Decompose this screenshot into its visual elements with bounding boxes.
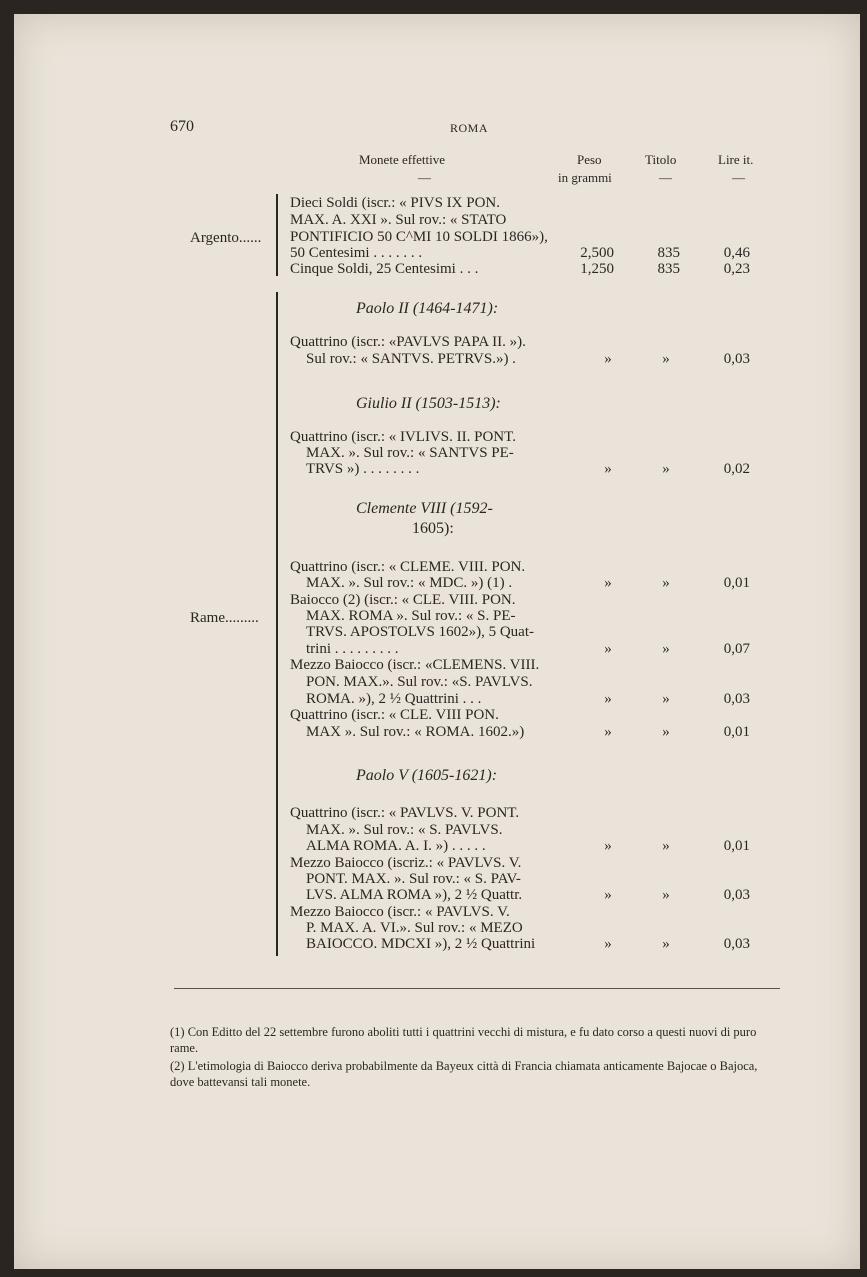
clemente8-c-lire: 0,03 — [723, 691, 750, 707]
paolo5-c-line-2: P. MAX. A. VI.». Sul rov.: « MEZO — [306, 920, 523, 936]
argento-lire-1: 0,46 — [723, 245, 750, 261]
clemente8-c-line-3: ROMA. »), 2 ½ Quattrini . . . — [306, 691, 482, 707]
clemente8-a-line-2: MAX. ». Sul rov.: « MDC. ») (1) . — [306, 575, 513, 591]
paolo5-c-line-3: BAIOCCO. MDCXI »), 2 ½ Quattrini — [306, 936, 536, 952]
paolo5-c-titolo: » — [662, 936, 670, 952]
clemente8-b-lire: 0,07 — [723, 641, 750, 657]
clemente8-d-peso: » — [604, 724, 612, 740]
paolo5-b-lire: 0,03 — [723, 887, 750, 903]
argento-line-1: Dieci Soldi (iscr.: « PIVS IX PON. — [290, 195, 500, 211]
clemente8-b-line-2: MAX. ROMA ». Sul rov.: « S. PE- — [306, 608, 516, 624]
clemente8-d-lire: 0,01 — [723, 724, 750, 740]
clemente8-b-peso: » — [604, 641, 612, 657]
paolo2-lire: 0,03 — [723, 351, 750, 367]
heading-paolo-ii: Paolo II (1464-1471): — [356, 300, 499, 317]
paolo5-b-line-2: PONT. MAX. ». Sul rov.: « S. PAV- — [306, 871, 521, 887]
giulio2-lire: 0,02 — [723, 461, 750, 477]
clemente8-b-line-1: Baiocco (2) (iscr.: « CLE. VIII. PON. — [290, 592, 516, 608]
paolo5-a-line-2: MAX. ». Sul rov.: « S. PAVLVS. — [306, 822, 503, 838]
col-monete-sub: — — [418, 170, 431, 185]
clemente8-d-line-1: Quattrino (iscr.: « CLE. VIII PON. — [290, 707, 499, 723]
paolo5-a-titolo: » — [662, 838, 670, 854]
paolo2-line-2: Sul rov.: « SANTVS. PETRVS.») . — [306, 351, 516, 367]
page-number: 670 — [170, 118, 194, 135]
paolo5-b-line-3: LVS. ALMA ROMA »), 2 ½ Quattr. — [306, 887, 523, 903]
argento-line-3: PONTIFICIO 50 C^MI 10 SOLDI 1866»), — [290, 229, 548, 245]
heading-clemente-viii: Clemente VIII (1592- — [356, 500, 493, 517]
heading-clemente-viii-cont: 1605): — [412, 520, 454, 537]
group-label-argento: Argento...... — [190, 230, 262, 246]
brace-argento — [276, 194, 278, 276]
clemente8-a-lire: 0,01 — [723, 575, 750, 591]
col-peso-sub: in grammi — [558, 170, 612, 185]
clemente8-c-peso: » — [604, 691, 612, 707]
col-titolo: Titolo — [645, 152, 677, 167]
giulio2-line-1: Quattrino (iscr.: « IVLIVS. II. PONT. — [290, 429, 516, 445]
paolo5-a-peso: » — [604, 838, 612, 854]
col-lire: Lire it. — [718, 152, 754, 167]
argento-titolo-2: 835 — [657, 261, 680, 277]
paolo5-a-line-3: ALMA ROMA. A. I. ») . . . . . — [306, 838, 486, 854]
col-titolo-sub: — — [659, 170, 672, 185]
group-label-rame: Rame......... — [190, 610, 259, 626]
argento-peso-1: 2,500 — [580, 245, 614, 261]
clemente8-b-line-4: trini . . . . . . . . . — [306, 641, 399, 657]
paolo5-c-line-1: Mezzo Baiocco (iscr.: « PAVLVS. V. — [290, 904, 510, 920]
argento-line-4: 50 Centesimi . . . . . . . — [290, 245, 423, 261]
clemente8-c-line-1: Mezzo Baiocco (iscr.: «CLEMENS. VIII. — [290, 657, 540, 673]
clemente8-b-titolo: » — [662, 641, 670, 657]
paolo2-peso: » — [604, 351, 612, 367]
paolo2-line-1: Quattrino (iscr.: «PAVLVS PAPA II. »). — [290, 334, 526, 350]
clemente8-b-line-3: TRVS. APOSTOLVS 1602»), 5 Quat- — [306, 624, 534, 640]
col-peso: Peso — [577, 152, 602, 167]
heading-giulio-ii: Giulio II (1503-1513): — [356, 395, 501, 412]
col-lire-sub: — — [732, 170, 745, 185]
clemente8-c-titolo: » — [662, 691, 670, 707]
giulio2-line-2: MAX. ». Sul rov.: « SANTVS PE- — [306, 445, 514, 461]
footnote-rule — [174, 988, 780, 989]
argento-lire-2: 0,23 — [723, 261, 750, 277]
footnote-1: (1) Con Editto del 22 settembre furono aboliti tutti i quattrini vecchi di mistura, e fu dato corso a questi nuovi di puro rame. — [170, 1025, 757, 1055]
paolo5-b-titolo: » — [662, 887, 670, 903]
argento-titolo-1: 835 — [657, 245, 680, 261]
argento-peso-2: 1,250 — [580, 261, 614, 277]
book-page — [14, 14, 860, 1269]
footnote-2: (2) L'etimologia di Baiocco deriva probabilmente da Bayeux città di Francia chiamata anticamente Bajocae o Bajoca, dove battevansi tali monete. — [170, 1059, 758, 1089]
paolo5-b-peso: » — [604, 887, 612, 903]
giulio2-line-3: TRVS ») . . . . . . . . — [306, 461, 420, 477]
col-monete: Monete effettive — [359, 152, 446, 167]
paolo5-b-line-1: Mezzo Baiocco (iscriz.: « PAVLVS. V. — [290, 855, 522, 871]
giulio2-titolo: » — [662, 461, 670, 477]
clemente8-a-peso: » — [604, 575, 612, 591]
argento-line-5: Cinque Soldi, 25 Centesimi . . . — [290, 261, 479, 277]
paolo5-c-lire: 0,03 — [723, 936, 750, 952]
paolo5-a-line-1: Quattrino (iscr.: « PAVLVS. V. PONT. — [290, 805, 520, 821]
argento-line-2: MAX. A. XXI ». Sul rov.: « STATO — [290, 212, 507, 228]
running-title: ROMA — [450, 121, 489, 135]
clemente8-d-titolo: » — [662, 724, 670, 740]
clemente8-a-line-1: Quattrino (iscr.: « CLEME. VIII. PON. — [290, 559, 526, 575]
heading-paolo-v: Paolo V (1605-1621): — [356, 767, 498, 784]
clemente8-a-titolo: » — [662, 575, 670, 591]
brace-rame — [276, 292, 278, 956]
giulio2-peso: » — [604, 461, 612, 477]
paolo2-titolo: » — [662, 351, 670, 367]
clemente8-c-line-2: PON. MAX.». Sul rov.: «S. PAVLVS. — [306, 674, 533, 690]
clemente8-d-line-2: MAX ». Sul rov.: « ROMA. 1602.») — [306, 724, 525, 740]
paolo5-c-peso: » — [604, 936, 612, 952]
paolo5-a-lire: 0,01 — [723, 838, 750, 854]
